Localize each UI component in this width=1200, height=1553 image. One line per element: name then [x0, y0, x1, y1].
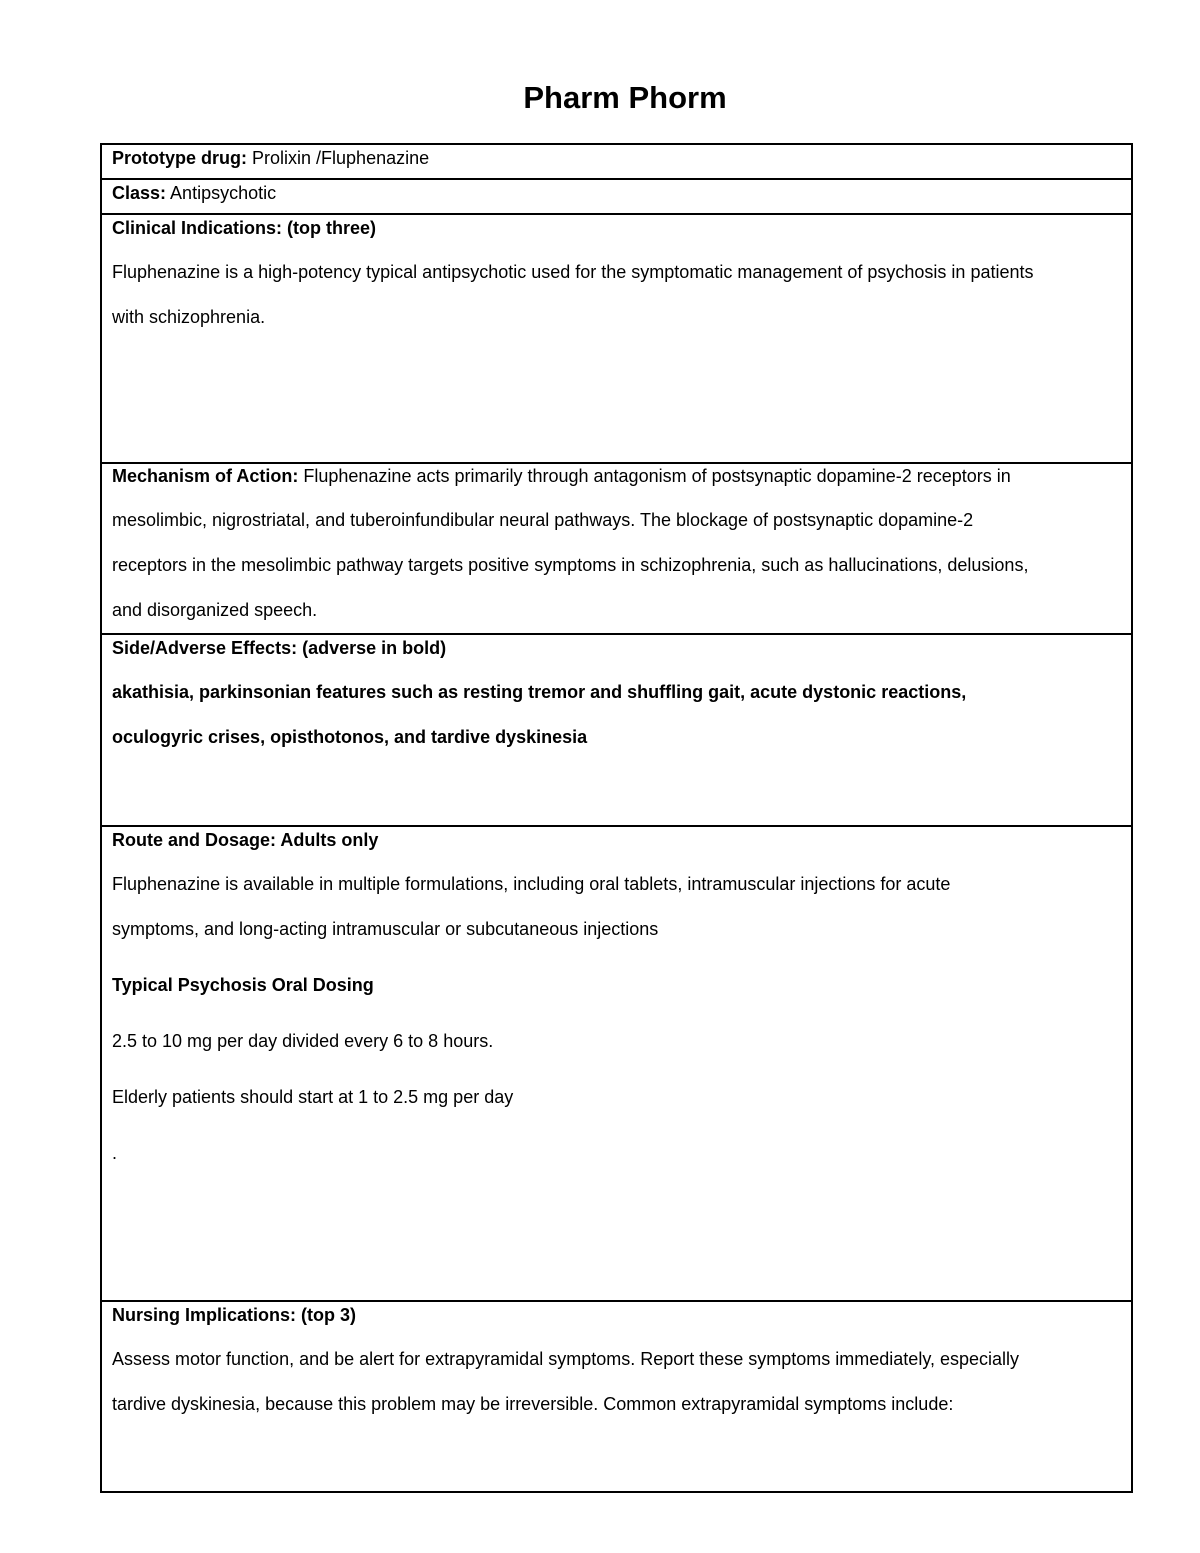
class-row: [102, 180, 1131, 215]
drug-form-table: [100, 143, 1133, 1493]
class-value: Antipsychotic: [170, 183, 277, 203]
nursing-line: Assess motor function, and be alert for extrapyramidal symptoms. Report these symptoms immediately, especially: [112, 1349, 1020, 1369]
prototype-drug-value: Prolixin /Fluphenazine: [252, 148, 430, 168]
clinical-indications-line: Fluphenazine is a high-potency typical antipsychotic used for the symptomatic management of psychosis in patients: [112, 262, 1034, 282]
nursing-implications-label: Nursing Implications: (top 3): [112, 1305, 357, 1325]
adverse-effects-line: akathisia, parkinsonian features such as resting tremor and shuffling gait, acute dystonic reactions,: [112, 682, 967, 702]
mechanism-line: receptors in the mesolimbic pathway targets positive symptoms in schizophrenia, such as hallucinations, delusions,: [112, 555, 1029, 575]
elderly-dose-line: Elderly patients should start at 1 to 2.5 mg per day: [112, 1087, 514, 1107]
side-effects-label: Side/Adverse Effects: (adverse in bold): [112, 638, 447, 658]
class-label: Class:: [112, 183, 167, 203]
mechanism-line: and disorganized speech.: [112, 600, 318, 620]
adverse-effects-line: oculogyric crises, opisthotonos, and tardive dyskinesia: [112, 727, 588, 747]
mechanism-label: Mechanism of Action:: [112, 466, 299, 486]
dose-line: 2.5 to 10 mg per day divided every 6 to 8 hours.: [112, 1031, 494, 1051]
clinical-indications-line: with schizophrenia.: [112, 307, 266, 327]
page-title: Pharm Phorm: [523, 80, 727, 115]
clinical-indications-row: [102, 215, 1131, 464]
route-and-dosage-row: [102, 827, 1131, 1302]
mechanism-line: mesolimbic, nigrostriatal, and tuberoinfundibular neural pathways. The blockage of postsynaptic dopamine-2: [112, 510, 974, 530]
prototype-drug-label: Prototype drug:: [112, 148, 247, 168]
mechanism-of-action-row: [102, 464, 1131, 635]
oral-dosing-subheading: Typical Psychosis Oral Dosing: [112, 975, 374, 995]
trailing-period: .: [112, 1143, 118, 1163]
side-adverse-effects-row: [102, 635, 1131, 827]
route-line: symptoms, and long-acting intramuscular or subcutaneous injections: [112, 919, 659, 939]
nursing-line: tardive dyskinesia, because this problem may be irreversible. Common extrapyramidal symptoms include:: [112, 1394, 954, 1414]
clinical-indications-label: Clinical Indications: (top three): [112, 218, 377, 238]
prototype-drug-row: [102, 145, 1131, 180]
nursing-implications-row: [102, 1302, 1131, 1491]
route-dosage-label: Route and Dosage: Adults only: [112, 830, 379, 850]
mechanism-first-line: Fluphenazine acts primarily through antagonism of postsynaptic dopamine-2 receptors in: [303, 466, 1011, 486]
route-line: Fluphenazine is available in multiple formulations, including oral tablets, intramuscular injections for acute: [112, 874, 951, 894]
